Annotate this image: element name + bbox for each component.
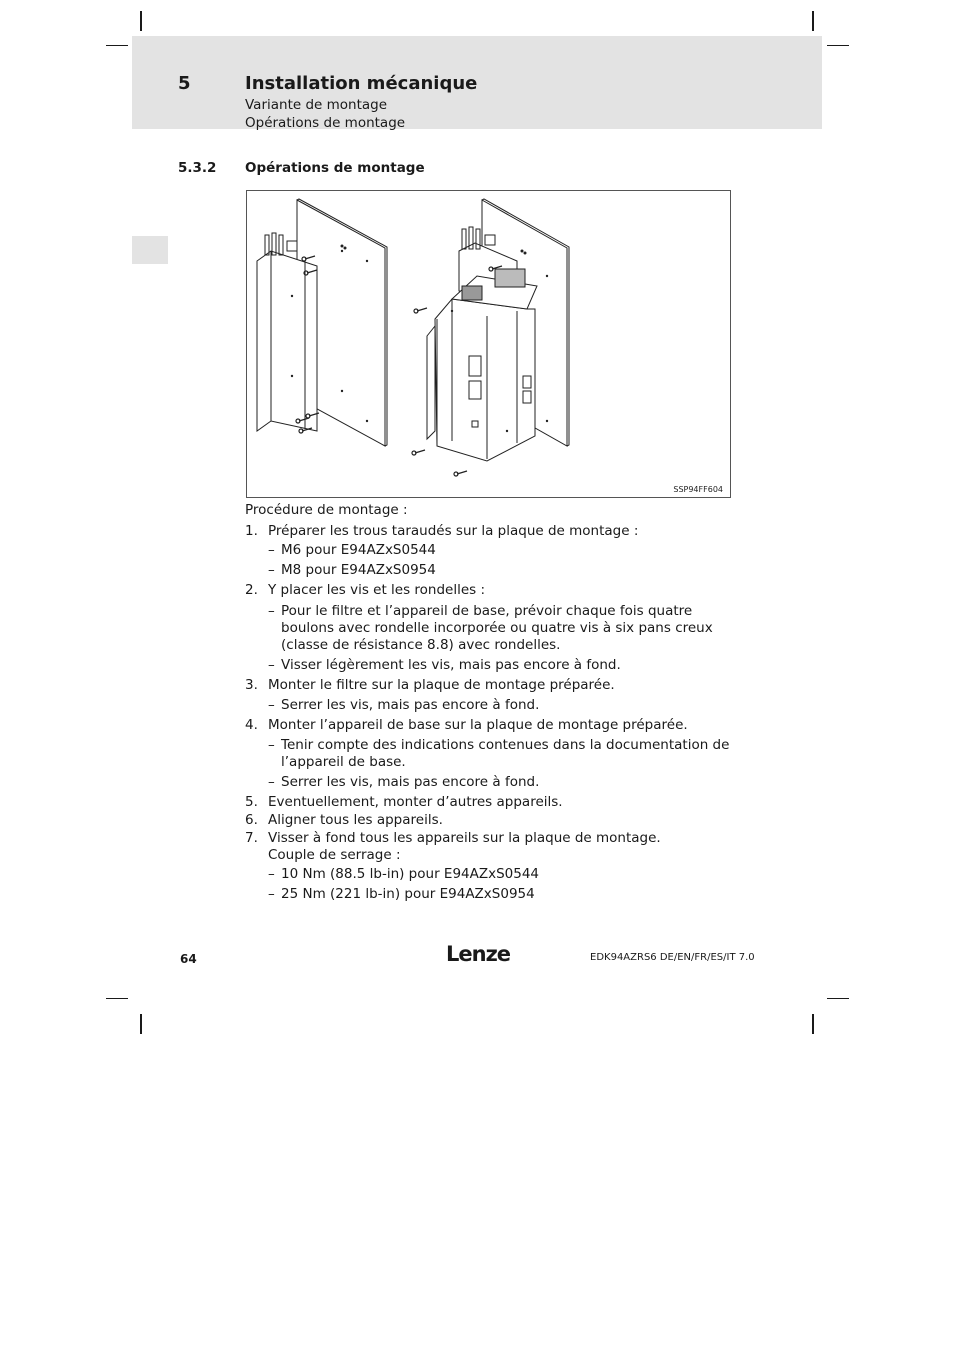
dash-bullet: –	[268, 562, 275, 578]
step-sub-item	[268, 562, 735, 579]
procedure-step	[245, 830, 735, 903]
sub-item-text: Pour le filtre et l’appareil de base, prévoir chaque fois quatre boulons avec rondelle incorporée ou quatre vis à six pans creux (classe de résistance 8.8) avec rondelles.	[281, 603, 713, 653]
step-text: Visser à fond tous les appareils sur la plaque de montage.	[268, 830, 661, 846]
step-number: 2.	[245, 582, 258, 598]
procedure-step	[245, 677, 735, 714]
mounting-figure	[246, 190, 731, 498]
header-subtitle: Opérations de montage	[245, 115, 406, 131]
crop-mark	[812, 1014, 814, 1034]
procedure-step	[245, 582, 735, 674]
step-number: 5.	[245, 794, 258, 810]
step-sub-item	[268, 866, 735, 883]
figure-code: SSP94FF604	[673, 485, 723, 494]
sub-item-text: Serrer les vis, mais pas encore à fond.	[281, 697, 540, 713]
dash-bullet: –	[268, 603, 275, 619]
step-number: 3.	[245, 677, 258, 693]
procedure-step	[245, 523, 735, 579]
crop-mark	[140, 11, 142, 31]
dash-bullet: –	[268, 657, 275, 673]
step-number: 4.	[245, 717, 258, 733]
procedure-step	[245, 717, 735, 791]
step-text: Monter l’appareil de base sur la plaque de montage préparée.	[268, 717, 688, 733]
step-text: Monter le filtre sur la plaque de montage préparée.	[268, 677, 615, 693]
crop-mark	[106, 998, 128, 999]
step-number: 1.	[245, 523, 258, 539]
dash-bullet: –	[268, 866, 275, 882]
procedure-step	[245, 794, 735, 811]
step-sub-item	[268, 774, 735, 791]
procedure-section	[245, 502, 735, 903]
step-sub-item	[268, 657, 735, 674]
step-sub-item	[268, 603, 735, 654]
dash-bullet: –	[268, 697, 275, 713]
step-text: Préparer les trous taraudés sur la plaque de montage :	[268, 523, 639, 539]
dash-bullet: –	[268, 542, 275, 558]
chapter-number: 5	[178, 73, 191, 94]
step-number: 6.	[245, 812, 258, 828]
chapter-title: Installation mécanique	[245, 73, 478, 94]
step-sub-item	[268, 542, 735, 559]
dash-bullet: –	[268, 737, 275, 753]
section-title: Opérations de montage	[245, 160, 425, 176]
step-text: Y placer les vis et les rondelles :	[268, 582, 486, 598]
page-number: 64	[180, 952, 197, 966]
sub-item-text: M8 pour E94AZxS0954	[281, 562, 436, 578]
step-text: Couple de serrage :	[268, 847, 401, 863]
step-sub-item	[268, 886, 735, 903]
step-sub-item	[268, 737, 735, 771]
procedure-step	[245, 812, 735, 829]
dash-bullet: –	[268, 774, 275, 790]
crop-mark	[140, 1014, 142, 1034]
crop-mark	[106, 45, 128, 46]
header-subtitle: Variante de montage	[245, 97, 388, 113]
lenze-logo: Lenze	[446, 942, 511, 966]
crop-mark	[827, 45, 849, 46]
sub-item-text: Serrer les vis, mais pas encore à fond.	[281, 774, 540, 790]
mounting-illustration	[247, 191, 732, 499]
procedure-intro: Procédure de montage :	[245, 502, 408, 518]
step-text: Eventuellement, monter d’autres appareils.	[268, 794, 563, 810]
step-number: 7.	[245, 830, 258, 846]
sub-item-text: Tenir compte des indications contenues dans la documentation de l’appareil de base.	[281, 737, 730, 770]
document-id: EDK94AZRS6 DE/EN/FR/ES/IT 7.0	[590, 952, 755, 963]
section-number: 5.3.2	[178, 160, 217, 176]
step-text: Aligner tous les appareils.	[268, 812, 443, 828]
sub-item-text: 25 Nm (221 lb-in) pour E94AZxS0954	[281, 886, 535, 902]
sub-item-text: M6 pour E94AZxS0544	[281, 542, 436, 558]
sub-item-text: 10 Nm (88.5 lb-in) pour E94AZxS0544	[281, 866, 540, 882]
dash-bullet: –	[268, 886, 275, 902]
step-sub-item	[268, 697, 735, 714]
sub-item-text: Visser légèrement les vis, mais pas encore à fond.	[281, 657, 621, 673]
crop-mark	[812, 11, 814, 31]
crop-mark	[827, 998, 849, 999]
side-tab-marker	[132, 236, 168, 264]
